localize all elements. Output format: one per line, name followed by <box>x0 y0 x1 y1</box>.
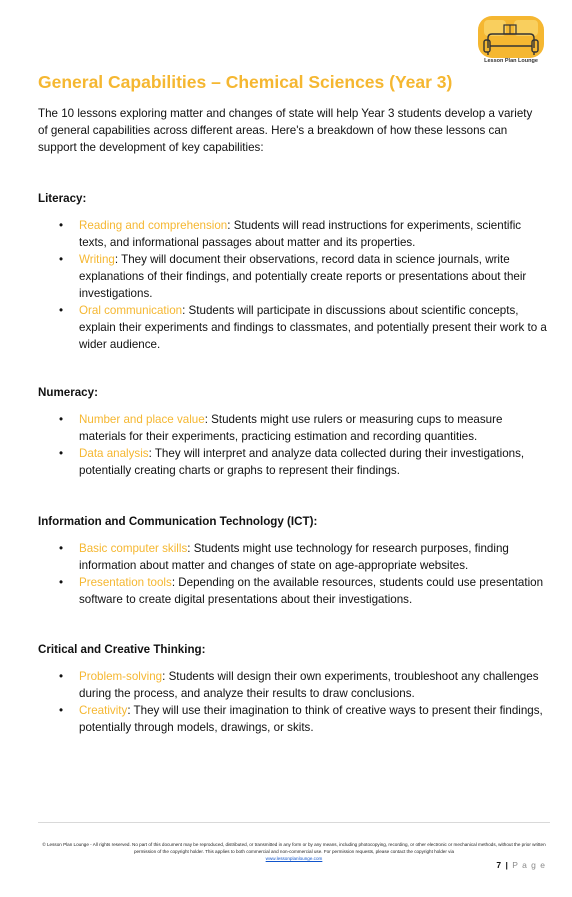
website-link[interactable]: www.lessonplanlounge.com <box>265 856 323 861</box>
page-title: General Capabilities – Chemical Sciences (Year 3) <box>38 72 453 92</box>
item-text: : They will document their observations, record data in science journals, write explanations of their findings, and potentially create reports or presentations about their investigations. <box>79 253 527 300</box>
bullet-icon: • <box>59 542 64 555</box>
section-literacy <box>38 190 550 353</box>
logo-text: Lesson Plan Lounge <box>484 58 538 64</box>
item-text: : They will interpret and analyze data collected during their investigations, potentially creating charts or graphs to represent their findings. <box>79 447 525 477</box>
section-heading: Information and Communication Technology (ICT): <box>38 515 318 528</box>
section-critical-thinking <box>38 641 550 736</box>
item-text: : Depending on the available resources, students could use presentation software to create digital presentations about their investigations. <box>79 576 544 606</box>
bullet-list <box>38 668 550 736</box>
bullet-icon: • <box>59 219 64 232</box>
bullet-icon: • <box>59 704 64 717</box>
list-item <box>38 251 550 302</box>
item-text: : Students will design their own experiments, troubleshoot any challenges during the process, and analyze their results to draw conclusions. <box>79 670 539 700</box>
list-item <box>38 217 550 251</box>
page-number-value: 7 <box>496 860 503 870</box>
bullet-icon: • <box>59 670 64 683</box>
item-text: : Students might use rulers or measuring cups to measure materials for their experiments, practicing estimation and recording quantities. <box>79 413 503 443</box>
item-term: Number and place value <box>79 413 205 426</box>
item-term: Writing <box>79 253 115 266</box>
item-term: Creativity <box>79 704 128 717</box>
list-item <box>38 574 550 608</box>
item-term: Reading and comprehension <box>79 219 228 232</box>
footer-divider <box>38 822 550 823</box>
list-item <box>38 702 550 736</box>
item-term: Oral communication <box>79 304 183 317</box>
brand-logo <box>474 14 548 78</box>
item-text: : They will use their imagination to think of creative ways to present their findings, potentially through models, drawings, or skits. <box>79 704 543 734</box>
list-item <box>38 302 550 353</box>
section-numeracy <box>38 384 550 479</box>
section-heading: Critical and Creative Thinking: <box>38 643 206 656</box>
page-label: P a g e <box>512 860 546 870</box>
lounge-logo-icon <box>474 14 548 78</box>
bullet-icon: • <box>59 576 64 589</box>
bullet-icon: • <box>59 304 64 317</box>
item-text: : Students might use technology for research purposes, finding information about matter and changes of state on age-appropriate websites. <box>79 542 509 572</box>
list-item <box>38 668 550 702</box>
item-term: Basic computer skills <box>79 542 188 555</box>
bullet-list <box>38 217 550 353</box>
item-term: Problem-solving <box>79 670 163 683</box>
bullet-icon: • <box>59 253 64 266</box>
list-item <box>38 445 550 479</box>
list-item <box>38 540 550 574</box>
item-term: Presentation tools <box>79 576 172 589</box>
item-term: Data analysis <box>79 447 149 460</box>
intro-paragraph: The 10 lessons exploring matter and changes of state will help Year 3 students develop a variety of general capabilities across different areas. Here's a breakdown of how these lessons can support the development of key capabilities: <box>38 107 533 154</box>
footer-copyright <box>38 841 550 862</box>
section-heading: Literacy: <box>38 192 87 205</box>
bullet-list <box>38 540 550 608</box>
section-heading: Numeracy: <box>38 386 98 399</box>
bullet-icon: • <box>59 447 64 460</box>
page-number <box>496 860 546 870</box>
bullet-icon: • <box>59 413 64 426</box>
list-item <box>38 411 550 445</box>
item-text: : Students will read instructions for experiments, scientific texts, and informational passages about matter and its properties. <box>79 219 522 249</box>
page-separator: | <box>505 860 509 870</box>
copyright-text: © Lesson Plan Lounge - All rights reserved. No part of this document may be reproduced, distributed, or transmitted in any form or by any means, including photocopying, recording, or other electronic or mechanical methods, without the prior written permission of the copyright holder. This applies to both commercial and non-commercial use. For permission requests, please contact the copyright holder via <box>42 842 546 854</box>
section-ict <box>38 513 550 608</box>
bullet-list <box>38 411 550 479</box>
item-text: : Students will participate in discussions about scientific concepts, explain their experiments and findings to classmates, and potentially present their work to a wider audience. <box>79 304 547 351</box>
